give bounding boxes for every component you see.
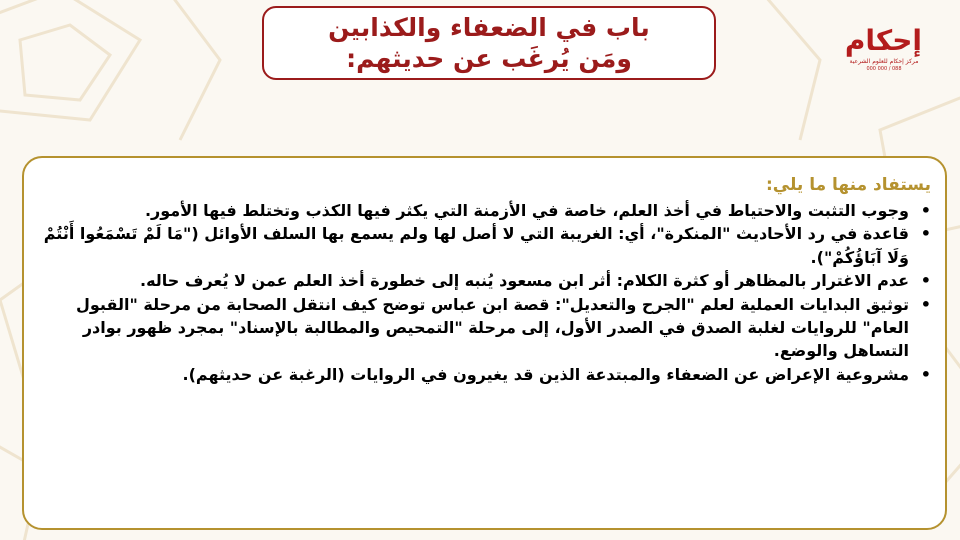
bullet-icon: • (920, 201, 931, 220)
content-heading: يستفاد منها ما يلي: (765, 175, 931, 195)
list-item (42, 363, 931, 386)
list-item (42, 222, 931, 269)
benefits-list (42, 199, 931, 386)
title-line-2: ومَن يُرغَب عن حديثهم: (346, 44, 632, 73)
list-item (42, 293, 931, 363)
logo-number: 088 / 000 000 (866, 66, 902, 72)
title-line-1: باب في الضعفاء والكذابين (328, 13, 650, 42)
content-box (22, 156, 947, 530)
point-text: وجوب التثبت والاحتياط في أخذ العلم، خاصة في الأزمنة التي يكثر فيها الكذب وتختلط فيها الأمور. (144, 201, 909, 220)
bullet-icon: • (920, 294, 931, 314)
logo-word: إحكام (844, 24, 922, 57)
list-item (42, 199, 931, 222)
title-box (262, 6, 716, 80)
point-text: قاعدة في رد الأحاديث "المنكرة"، أي: الغريبة التي لا أصل لها ولم يسمع بها السلف الأوائل ("مَا لَمْ تَسْمَعُوا أَنْتُمْ وَلَا آبَاؤُكُمْ"). (43, 224, 909, 267)
logo-subtitle: مركز إحكام للعلوم الشرعية (849, 58, 919, 65)
bullet-icon: • (920, 271, 931, 291)
bullet-icon: • (920, 224, 931, 244)
list-item (42, 269, 931, 292)
point-text: مشروعية الإعراض عن الضعفاء والمبتدعة الذين قد يغيرون في الروايات (الرغبة عن حديثهم). (182, 364, 909, 384)
bullet-icon: • (920, 364, 931, 384)
ihkam-logo (846, 24, 922, 94)
point-text: توثيق البدايات العملية لعلم "الجرح والتعديل": قصة ابن عباس توضح كيف انتقل الصحابة من مرحلة "القبول العام" للروايات لغلبة الصدق في الصدر الأول، إلى مرحلة "التمحيص والمطالبة بالإسناد" بمجرد ظهور بوادر التساهل والوضع. (76, 294, 909, 361)
point-text: عدم الاغترار بالمظاهر أو كثرة الكلام: أثر ابن مسعود يُنبه إلى خطورة أخذ العلم عمن لا يُعرف حاله. (139, 271, 909, 291)
